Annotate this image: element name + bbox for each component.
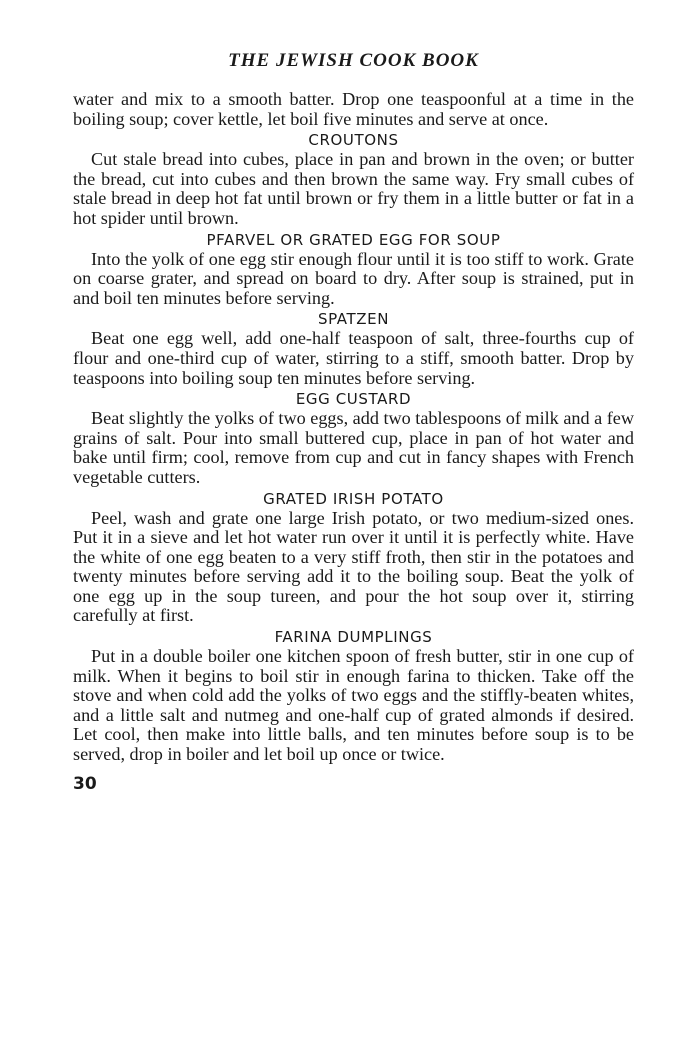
recipe-body: Put in a double boiler one kitchen spoon of fresh butter, stir in one cup of milk. When it begins to boil stir in enough farina to thicken. Take off the stove and when cold add the yolks of two eggs and the stiffly-beaten whites, and a little salt and nutmeg and one-half cup of grated almonds if desired. Let cool, then make into little balls, and ten minutes before soup is to be served, drop in boiler and let boil up once or twice. [73, 646, 634, 765]
recipe-title: CROUTONS [308, 131, 399, 150]
recipe-body: Peel, wash and grate one large Irish potato, or two medium-sized ones. Put it in a sieve and let hot water run over it until it is perfectly white. Have the white of one egg beaten to a very stiff froth, then stir in the potatoes and twenty minutes before serving add it to the boiling soup. Beat the yolk of one egg up in the soup tureen, and pour the hot soup over it, stirring carefully at first. [73, 507, 634, 626]
recipe-title: EGG CUSTARD [295, 390, 412, 409]
recipe-title: PFARVEL OR GRATED EGG FOR SOUP [206, 230, 501, 249]
recipe-croutons [73, 131, 634, 228]
recipe-body: Beat slightly the yolks of two eggs, add two tablespoons of milk and a few grains of salt. Pour into small buttered cup, place in pan of hot water and bake until firm; cool, remove from cup and cut in fancy shapes with French vegetable cutters. [73, 408, 635, 487]
recipe-title: FARINA DUMPLINGS [274, 628, 433, 647]
recipe-body: Beat one egg well, add one-half teaspoon of salt, three-fourths cup of flour and one-third cup of water, stirring to a stiff, smooth batter. Drop by teaspoons into boiling soup ten minutes before serving. [73, 328, 634, 388]
recipe-spatzen [73, 310, 634, 388]
running-title: THE JEWISH COOK BOOK [228, 50, 479, 71]
recipe-pfarvel [73, 231, 634, 309]
recipe-body: Cut stale bread into cubes, place in pan and brown in the oven; or butter the bread, cut into cubes and then brown the same way. Fry small cubes of stale bread in deep hot fat until brown or fry them in a little butter or fat in a hot spider until brown. [73, 149, 634, 228]
book-page [73, 50, 634, 794]
page-number: 30 [73, 773, 97, 794]
recipe-farina-dumplings [73, 628, 634, 765]
recipe-title: SPATZEN [317, 310, 390, 329]
recipe-grated-irish-potato [73, 490, 634, 627]
recipe-egg-custard [73, 390, 634, 487]
recipe-body: Into the yolk of one egg stir enough flour until it is too stiff to work. Grate on coarse grater, and spread on board to dry. After soup is strained, put in and boil ten minutes before serving. [73, 248, 634, 308]
recipe-title: GRATED IRISH POTATO [263, 489, 444, 508]
intro-paragraph: water and mix to a smooth batter. Drop one teaspoonful at a time in the boiling soup; cover kettle, let boil five minutes and serve at once. [73, 89, 634, 129]
